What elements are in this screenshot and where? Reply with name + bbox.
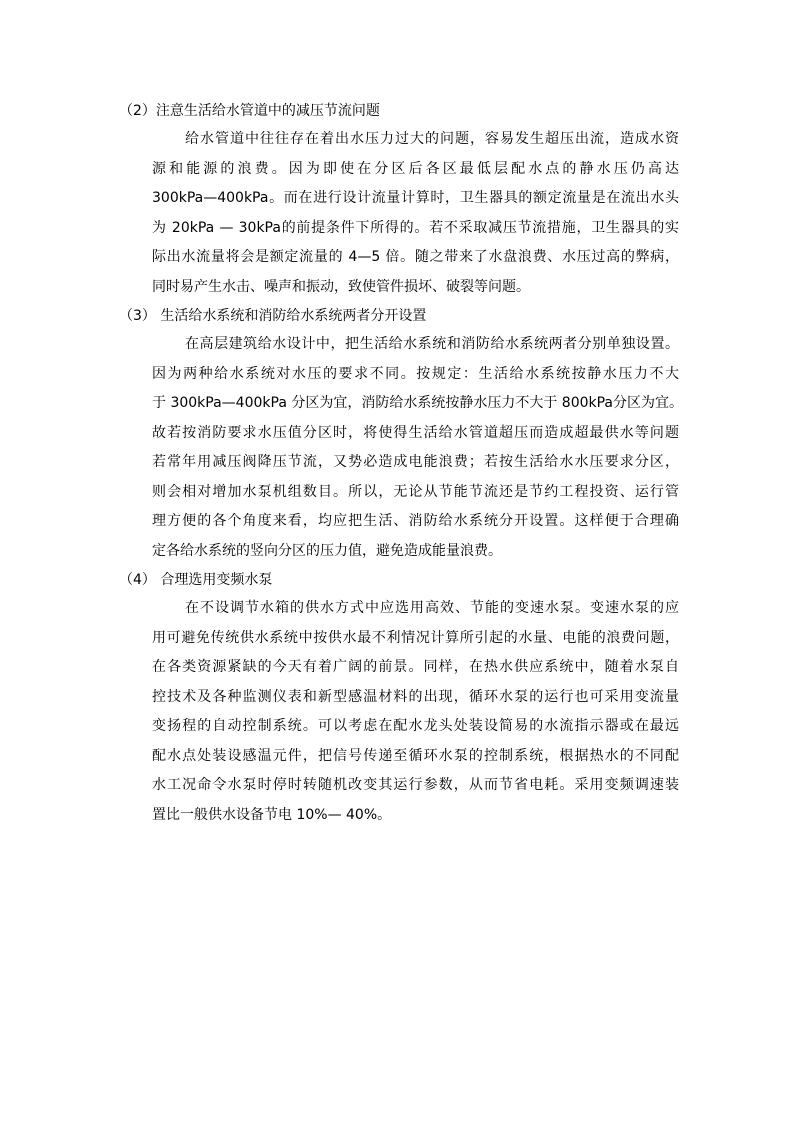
paragraph-line: 源和能源的浪费。因为即使在分区后各区最低层配水点的静水压仍高达 <box>152 160 679 177</box>
section-paragraph-4 <box>119 594 679 830</box>
paragraph-line: 理方便的各个角度来看，均应把生活、消防给水系统分开设置。这样便于合理确 <box>152 513 679 529</box>
section-heading-3: （3） 生活给水系统和消防给水系统两者分开设置 <box>119 308 427 324</box>
paragraph-line: 变扬程的自动控制系统。可以考虑在配水龙头处装设简易的水流指示器或在最远 <box>152 718 679 734</box>
paragraph-line: 同时易产生水击、噪声和振动，致使管件损坏、破裂等问题。 <box>152 278 530 295</box>
section-heading-2: （2）注意生活给水管道中的减压节流问题 <box>119 103 380 119</box>
paragraph-line: 于 300kPa—400kPa 分区为宜，消防给水系统按静水压力不大于 800kPa分区为宜。 <box>152 395 684 411</box>
paragraph-line: 若常年用减压阀降压节流，又势必造成电能浪费；若按生活给水水压要求分区， <box>152 454 679 470</box>
paragraph-line: 水工况命令水泵时停时转随机改变其运行参数，从而节省电耗。采用变频调速装 <box>152 777 679 793</box>
section-paragraph-3 <box>119 330 684 566</box>
paragraph-line: 置比一般供水设备节电 10%— 40%。 <box>152 806 392 823</box>
paragraph-line: 因为两种给水系统对水压的要求不同。按规定：生活给水系统按静水压力不大 <box>152 365 679 382</box>
paragraph-line: 控技术及各种监测仪表和新型感温材料的出现，循环水泵的运行也可采用变流量 <box>152 688 679 705</box>
paragraph-line: 给水管道中往往存在着出水压力过大的问题，容易发生超压出流，造成水资 <box>185 131 679 147</box>
paragraph-line: 故若按消防要求水压值分区时，将使得生活给水管道超压而造成超最供水等问题 <box>152 424 679 441</box>
paragraph-line: 300kPa—400kPa。而在进行设计流量计算时，卫生器具的额定流量是在流出水头 <box>152 190 679 206</box>
paragraph-line: 定各给水系统的竖向分区的压力值，避免造成能量浪费。 <box>152 542 502 559</box>
paragraph-line: 用可避免传统供水系统中按供水最不利情况计算所引起的水量、电能的浪费问题， <box>152 629 679 646</box>
paragraph-line: 为 20kPa — 30kPa的前提条件下所得的。若不采取减压节流措施，卫生器具的实 <box>152 219 679 236</box>
paragraph-line: 配水点处装设感温元件，把信号传递至循环水泵的控制系统，根据热水的不同配 <box>152 747 679 764</box>
paragraph-line: 在高层建筑给水设计中，把生活给水系统和消防给水系统两者分别单独设置。 <box>185 336 679 352</box>
paragraph-line: 际出水流量将会是额定流量的 4—5 倍。随之带来了水盘浪费、水压过高的弊病， <box>152 249 679 265</box>
paragraph-line: 在不设调节水箱的供水方式中应选用高效、节能的变速水泵。变速水泵的应 <box>185 600 679 616</box>
section-heading-4: （4） 合理选用变频水泵 <box>119 572 273 588</box>
section-paragraph-2 <box>119 125 679 302</box>
paragraph-line: 则会相对增加水泵机组数目。所以，无论从节能节流还是节约工程投资、运行管 <box>152 483 679 500</box>
document-body <box>119 97 684 830</box>
paragraph-line: 在各类资源紧缺的今天有着广阔的前景。同样，在热水供应系统中，随着水泵自 <box>152 659 679 675</box>
